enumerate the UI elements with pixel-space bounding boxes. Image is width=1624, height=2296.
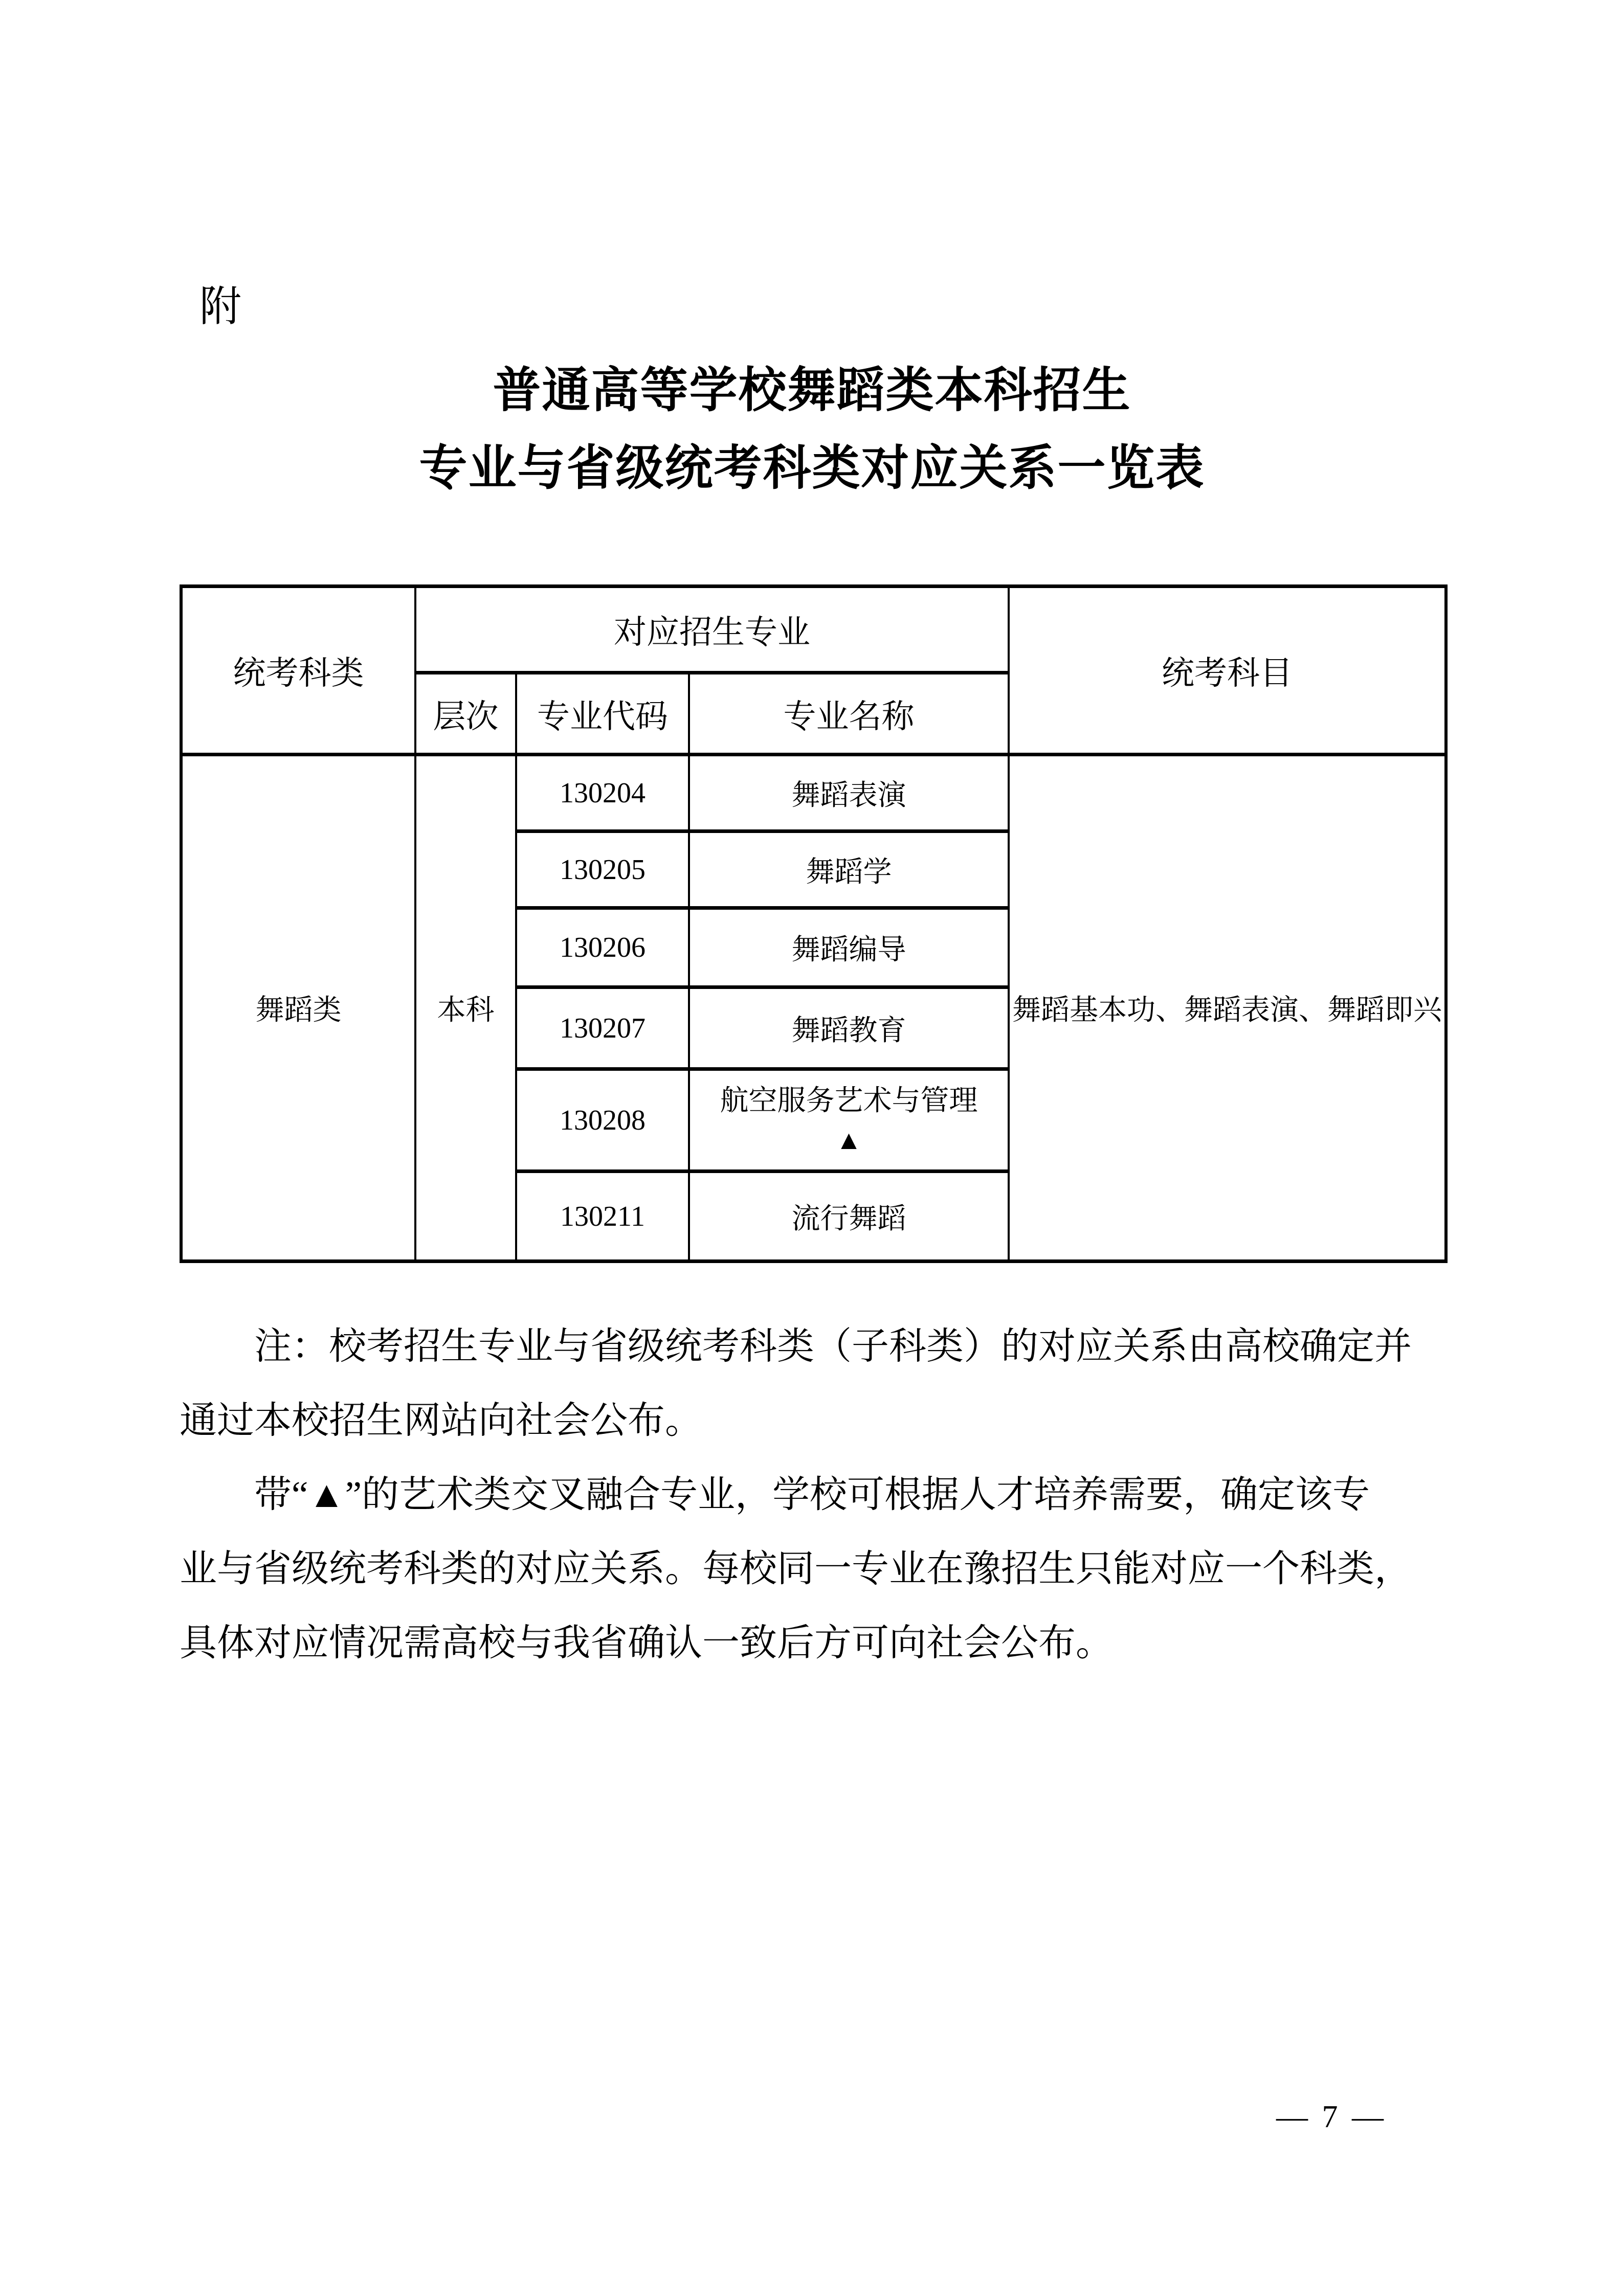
cell-major-code: 130207 <box>516 987 689 1069</box>
notes-block <box>180 1309 1444 1680</box>
note-line: 具体对应情况需高校与我省确认一致后方可向社会公布。 <box>180 1622 1113 1663</box>
cell-level: 本科 <box>415 755 516 1262</box>
note-line: 通过本校招生网站向社会公布。 <box>180 1400 702 1441</box>
header-level: 层次 <box>415 673 516 755</box>
document-title <box>180 352 1444 507</box>
note-line: 业与省级统考科类的对应关系。每校同一专业在豫招生只能对应一个科类， <box>180 1548 1412 1589</box>
cell-major-code: 130205 <box>516 831 689 908</box>
cell-major-code: 130208 <box>516 1069 689 1172</box>
attachment-label: 附 <box>199 283 242 330</box>
triangle-mark: ▲ <box>835 1126 862 1155</box>
header-exam-subjects: 统考科目 <box>1009 587 1446 755</box>
note-line: 带“▲”的艺术类交叉融合专业，学校可根据人才培养需要，确定该专 <box>254 1474 1370 1515</box>
header-exam-category: 统考科类 <box>181 587 415 755</box>
cell-major-name: 流行舞蹈 <box>689 1172 1009 1262</box>
cell-exam-category: 舞蹈类 <box>181 755 415 1262</box>
page-number: — 7 — <box>1276 2100 1387 2134</box>
table-row <box>181 755 1446 831</box>
cell-major-code: 130211 <box>516 1172 689 1262</box>
header-major-name: 专业名称 <box>689 673 1009 755</box>
cell-major-name: 舞蹈表演 <box>689 755 1009 831</box>
header-major-code: 专业代码 <box>516 673 689 755</box>
cell-major-name <box>689 1069 1009 1172</box>
major-name-text: 航空服务艺术与管理 <box>720 1085 978 1117</box>
cell-major-name: 舞蹈教育 <box>689 987 1009 1069</box>
header-corresponding-majors: 对应招生专业 <box>415 587 1009 673</box>
cell-major-code: 130206 <box>516 908 689 987</box>
title-line-2: 专业与省级统考科类对应关系一览表 <box>419 442 1205 495</box>
note-line: 注：校考招生专业与省级统考科类（子科类）的对应关系由高校确定并 <box>254 1325 1412 1367</box>
cell-major-name: 舞蹈学 <box>689 831 1009 908</box>
cell-major-name: 舞蹈编导 <box>689 908 1009 987</box>
cell-major-code: 130204 <box>516 755 689 831</box>
table-header-row-1 <box>181 587 1446 673</box>
title-line-1: 普通高等学校舞蹈类本科招生 <box>493 364 1131 417</box>
correspondence-table <box>180 584 1448 1263</box>
cell-exam-subjects: 舞蹈基本功、舞蹈表演、舞蹈即兴 <box>1009 755 1446 1262</box>
